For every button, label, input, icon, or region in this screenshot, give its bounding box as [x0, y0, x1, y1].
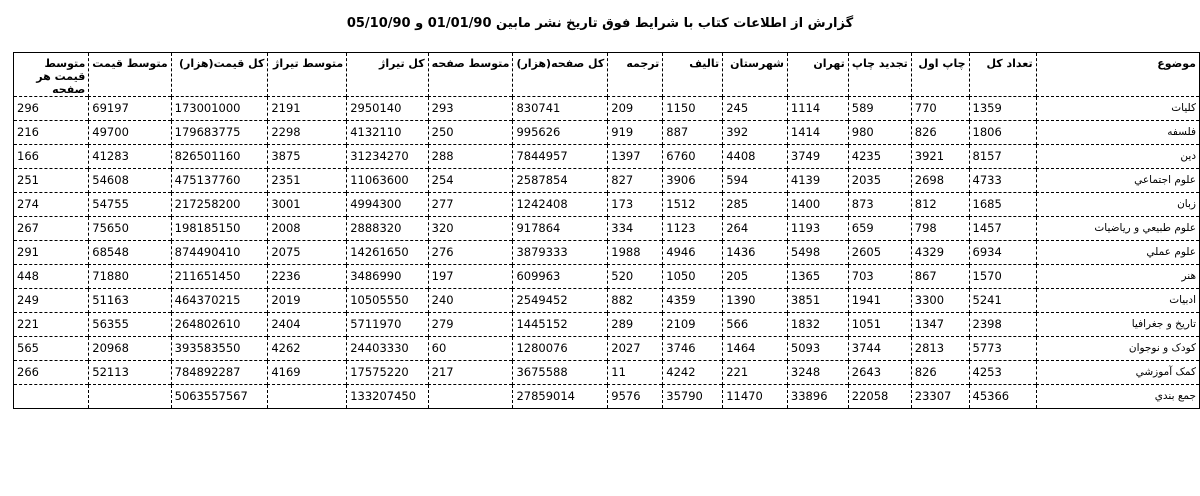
table-row [14, 97, 1200, 121]
subject-cell: علوم طبيعي و رياضيات [1036, 217, 1199, 241]
column-header: شهرستان [723, 53, 788, 97]
table-cell: 35790 [663, 385, 723, 409]
table-cell: 133207450 [347, 385, 428, 409]
subject-cell: زبان [1036, 193, 1199, 217]
table-cell: 3906 [663, 169, 723, 193]
table-cell: 216 [14, 121, 89, 145]
table-cell: 4169 [268, 361, 347, 385]
table-cell: 291 [14, 241, 89, 265]
table-cell: 589 [848, 97, 911, 121]
table-cell: 23307 [911, 385, 969, 409]
table-row [14, 169, 1200, 193]
table-cell: 1193 [787, 217, 848, 241]
table-cell: 609963 [513, 265, 608, 289]
table-cell: 1347 [911, 313, 969, 337]
table-cell: 2351 [268, 169, 347, 193]
table-cell: 867 [911, 265, 969, 289]
table-cell: 198185150 [171, 217, 268, 241]
table-cell: 41283 [89, 145, 171, 169]
table-cell: 393583550 [171, 337, 268, 361]
table-cell: 14261650 [347, 241, 428, 265]
table-cell: 4262 [268, 337, 347, 361]
table-cell: 784892287 [171, 361, 268, 385]
subject-cell: علوم عملي [1036, 241, 1199, 265]
table-cell: 2075 [268, 241, 347, 265]
table-cell: 1050 [663, 265, 723, 289]
table-cell: 882 [608, 289, 663, 313]
table-cell: 5241 [969, 289, 1036, 313]
table-row [14, 361, 1200, 385]
table-cell: 1365 [787, 265, 848, 289]
table-cell: 10505550 [347, 289, 428, 313]
table-cell: 2298 [268, 121, 347, 145]
table-cell: 217258200 [171, 193, 268, 217]
table-cell: 3486990 [347, 265, 428, 289]
table-cell: 2008 [268, 217, 347, 241]
table-cell: 1685 [969, 193, 1036, 217]
table-row [14, 337, 1200, 361]
table-cell: 1359 [969, 97, 1036, 121]
table-cell: 827 [608, 169, 663, 193]
table-row [14, 217, 1200, 241]
table-cell: 4946 [663, 241, 723, 265]
table-cell: 3875 [268, 145, 347, 169]
table-cell: 4132110 [347, 121, 428, 145]
table-row [14, 265, 1200, 289]
table-row [14, 289, 1200, 313]
table-cell: 11 [608, 361, 663, 385]
table-cell: 919 [608, 121, 663, 145]
table-cell: 209 [608, 97, 663, 121]
table-cell: 75650 [89, 217, 171, 241]
subject-cell: تاريخ و جغرافيا [1036, 313, 1199, 337]
table-cell: 3300 [911, 289, 969, 313]
table-cell: 9576 [608, 385, 663, 409]
table-cell: 254 [428, 169, 513, 193]
report-table [13, 52, 1200, 409]
table-cell: 1397 [608, 145, 663, 169]
table-cell: 2549452 [513, 289, 608, 313]
table-cell: 293 [428, 97, 513, 121]
table-cell: 1512 [663, 193, 723, 217]
table-cell: 173 [608, 193, 663, 217]
subject-cell: دين [1036, 145, 1199, 169]
table-cell: 830741 [513, 97, 608, 121]
table-cell: 2404 [268, 313, 347, 337]
column-header: چاپ اول [911, 53, 969, 97]
table-cell: 5498 [787, 241, 848, 265]
table-cell: 2698 [911, 169, 969, 193]
table-cell: 334 [608, 217, 663, 241]
table-cell: 4733 [969, 169, 1036, 193]
table-cell: 69197 [89, 97, 171, 121]
table-cell: 798 [911, 217, 969, 241]
table-cell: 703 [848, 265, 911, 289]
table-cell [428, 385, 513, 409]
table-cell: 179683775 [171, 121, 268, 145]
table-cell: 8157 [969, 145, 1036, 169]
table-cell: 464370215 [171, 289, 268, 313]
table-body [14, 97, 1200, 409]
table-cell: 205 [723, 265, 788, 289]
table-cell [89, 385, 171, 409]
table-cell: 1400 [787, 193, 848, 217]
table-cell: 277 [428, 193, 513, 217]
table-cell: 52113 [89, 361, 171, 385]
column-header: تعداد کل [969, 53, 1036, 97]
table-cell: 3749 [787, 145, 848, 169]
table-cell: 288 [428, 145, 513, 169]
table-cell: 1390 [723, 289, 788, 313]
table-cell: 392 [723, 121, 788, 145]
table-cell: 33896 [787, 385, 848, 409]
table-cell: 873 [848, 193, 911, 217]
column-header: تجديد چاپ [848, 53, 911, 97]
subject-cell: هنر [1036, 265, 1199, 289]
table-cell: 3675588 [513, 361, 608, 385]
table-cell: 27859014 [513, 385, 608, 409]
table-cell: 250 [428, 121, 513, 145]
table-cell: 24403330 [347, 337, 428, 361]
table-cell: 2888320 [347, 217, 428, 241]
column-header: متوسط قيمت [89, 53, 171, 97]
table-cell: 5773 [969, 337, 1036, 361]
table-cell: 1941 [848, 289, 911, 313]
table-cell: 31234270 [347, 145, 428, 169]
table-cell: 17575220 [347, 361, 428, 385]
table-row [14, 313, 1200, 337]
table-cell: 812 [911, 193, 969, 217]
table-cell: 1123 [663, 217, 723, 241]
table-cell: 267 [14, 217, 89, 241]
table-cell: 54608 [89, 169, 171, 193]
table-cell: 11063600 [347, 169, 428, 193]
table-row [14, 193, 1200, 217]
table-cell: 3744 [848, 337, 911, 361]
table-cell: 1436 [723, 241, 788, 265]
table-cell: 7844957 [513, 145, 608, 169]
table-cell: 266 [14, 361, 89, 385]
table-cell: 264 [723, 217, 788, 241]
table-cell: 2950140 [347, 97, 428, 121]
column-header: کل تيراژ [347, 53, 428, 97]
table-cell: 289 [608, 313, 663, 337]
table-cell: 197 [428, 265, 513, 289]
table-cell: 1242408 [513, 193, 608, 217]
table-cell: 2605 [848, 241, 911, 265]
table-cell: 285 [723, 193, 788, 217]
table-cell: 826 [911, 121, 969, 145]
table-cell: 3921 [911, 145, 969, 169]
table-cell: 240 [428, 289, 513, 313]
table-cell: 826501160 [171, 145, 268, 169]
table-cell: 5711970 [347, 313, 428, 337]
table-cell: 173001000 [171, 97, 268, 121]
table-cell: 4242 [663, 361, 723, 385]
table-cell: 1806 [969, 121, 1036, 145]
table-cell: 917864 [513, 217, 608, 241]
table-cell: 274 [14, 193, 89, 217]
table-cell: 4253 [969, 361, 1036, 385]
table-cell: 45366 [969, 385, 1036, 409]
table-row [14, 385, 1200, 409]
table-cell: 1445152 [513, 313, 608, 337]
table-cell: 56355 [89, 313, 171, 337]
table-cell: 826 [911, 361, 969, 385]
table-cell: 2035 [848, 169, 911, 193]
table-cell: 2813 [911, 337, 969, 361]
table-cell [14, 385, 89, 409]
table-cell: 2109 [663, 313, 723, 337]
table-cell: 1150 [663, 97, 723, 121]
table-cell: 264802610 [171, 313, 268, 337]
table-cell: 4408 [723, 145, 788, 169]
table-cell: 594 [723, 169, 788, 193]
table-cell: 995626 [513, 121, 608, 145]
table-cell: 980 [848, 121, 911, 145]
table-row [14, 241, 1200, 265]
table-cell: 166 [14, 145, 89, 169]
table-cell: 3248 [787, 361, 848, 385]
table-cell: 2643 [848, 361, 911, 385]
subject-cell: جمع بندي [1036, 385, 1199, 409]
table-cell: 71880 [89, 265, 171, 289]
table-cell: 566 [723, 313, 788, 337]
table-cell: 20968 [89, 337, 171, 361]
table-cell: 221 [723, 361, 788, 385]
table-cell: 320 [428, 217, 513, 241]
table-cell: 276 [428, 241, 513, 265]
table-cell: 60 [428, 337, 513, 361]
table-cell: 770 [911, 97, 969, 121]
table-cell: 520 [608, 265, 663, 289]
table-cell: 448 [14, 265, 89, 289]
table-cell: 4994300 [347, 193, 428, 217]
table-cell: 1414 [787, 121, 848, 145]
table-cell: 279 [428, 313, 513, 337]
table-cell: 874490410 [171, 241, 268, 265]
table-cell: 1832 [787, 313, 848, 337]
table-cell: 11470 [723, 385, 788, 409]
table-cell: 22058 [848, 385, 911, 409]
table-cell: 1051 [848, 313, 911, 337]
table-cell: 51163 [89, 289, 171, 313]
table-cell: 2019 [268, 289, 347, 313]
subject-cell: ادبيات [1036, 289, 1199, 313]
table-cell: 249 [14, 289, 89, 313]
table-cell: 68548 [89, 241, 171, 265]
column-header: کل صفحه(هزار) [513, 53, 608, 97]
table-cell: 475137760 [171, 169, 268, 193]
table-row [14, 121, 1200, 145]
table-cell [268, 385, 347, 409]
table-cell: 211651450 [171, 265, 268, 289]
table-cell: 1464 [723, 337, 788, 361]
column-header: تهران [787, 53, 848, 97]
column-header: ترجمه [608, 53, 663, 97]
subject-cell: فلسفه [1036, 121, 1199, 145]
table-cell: 2027 [608, 337, 663, 361]
subject-cell: کودک و نوجوان [1036, 337, 1199, 361]
table-cell: 3001 [268, 193, 347, 217]
table-cell: 5063557567 [171, 385, 268, 409]
table-row [14, 145, 1200, 169]
table-cell: 245 [723, 97, 788, 121]
column-header: متوسط قيمت هر صفحه [14, 53, 89, 97]
subject-cell: علوم اجتماعي [1036, 169, 1199, 193]
table-cell: 4139 [787, 169, 848, 193]
table-cell: 1988 [608, 241, 663, 265]
subject-cell: کمک آموزشي [1036, 361, 1199, 385]
table-cell: 659 [848, 217, 911, 241]
table-cell: 251 [14, 169, 89, 193]
header-row [14, 53, 1200, 97]
table-cell: 4329 [911, 241, 969, 265]
table-cell: 49700 [89, 121, 171, 145]
table-cell: 3851 [787, 289, 848, 313]
table-cell: 4359 [663, 289, 723, 313]
table-cell: 2587854 [513, 169, 608, 193]
table-cell: 3746 [663, 337, 723, 361]
table-cell: 296 [14, 97, 89, 121]
table-cell: 565 [14, 337, 89, 361]
table-cell: 4235 [848, 145, 911, 169]
report-title: گزارش از اطلاعات کتاب با شرايط فوق تاريخ نشر مابين 01/01/90 و 05/10/90 [346, 16, 854, 31]
table-cell: 6934 [969, 241, 1036, 265]
table-cell: 1280076 [513, 337, 608, 361]
table-cell: 887 [663, 121, 723, 145]
table-cell: 3879333 [513, 241, 608, 265]
table-cell: 2236 [268, 265, 347, 289]
table-cell: 6760 [663, 145, 723, 169]
table-cell: 1457 [969, 217, 1036, 241]
subject-cell: کليات [1036, 97, 1199, 121]
table-cell: 2191 [268, 97, 347, 121]
table-cell: 5093 [787, 337, 848, 361]
table-cell: 1114 [787, 97, 848, 121]
column-header: کل قيمت(هزار) [171, 53, 268, 97]
column-header: موضوع [1036, 53, 1199, 97]
table-cell: 1570 [969, 265, 1036, 289]
column-header: تاليف [663, 53, 723, 97]
table-cell: 54755 [89, 193, 171, 217]
table-cell: 217 [428, 361, 513, 385]
column-header: متوسط صفحه [428, 53, 513, 97]
table-cell: 2398 [969, 313, 1036, 337]
table-cell: 221 [14, 313, 89, 337]
column-header: متوسط تيراژ [268, 53, 347, 97]
